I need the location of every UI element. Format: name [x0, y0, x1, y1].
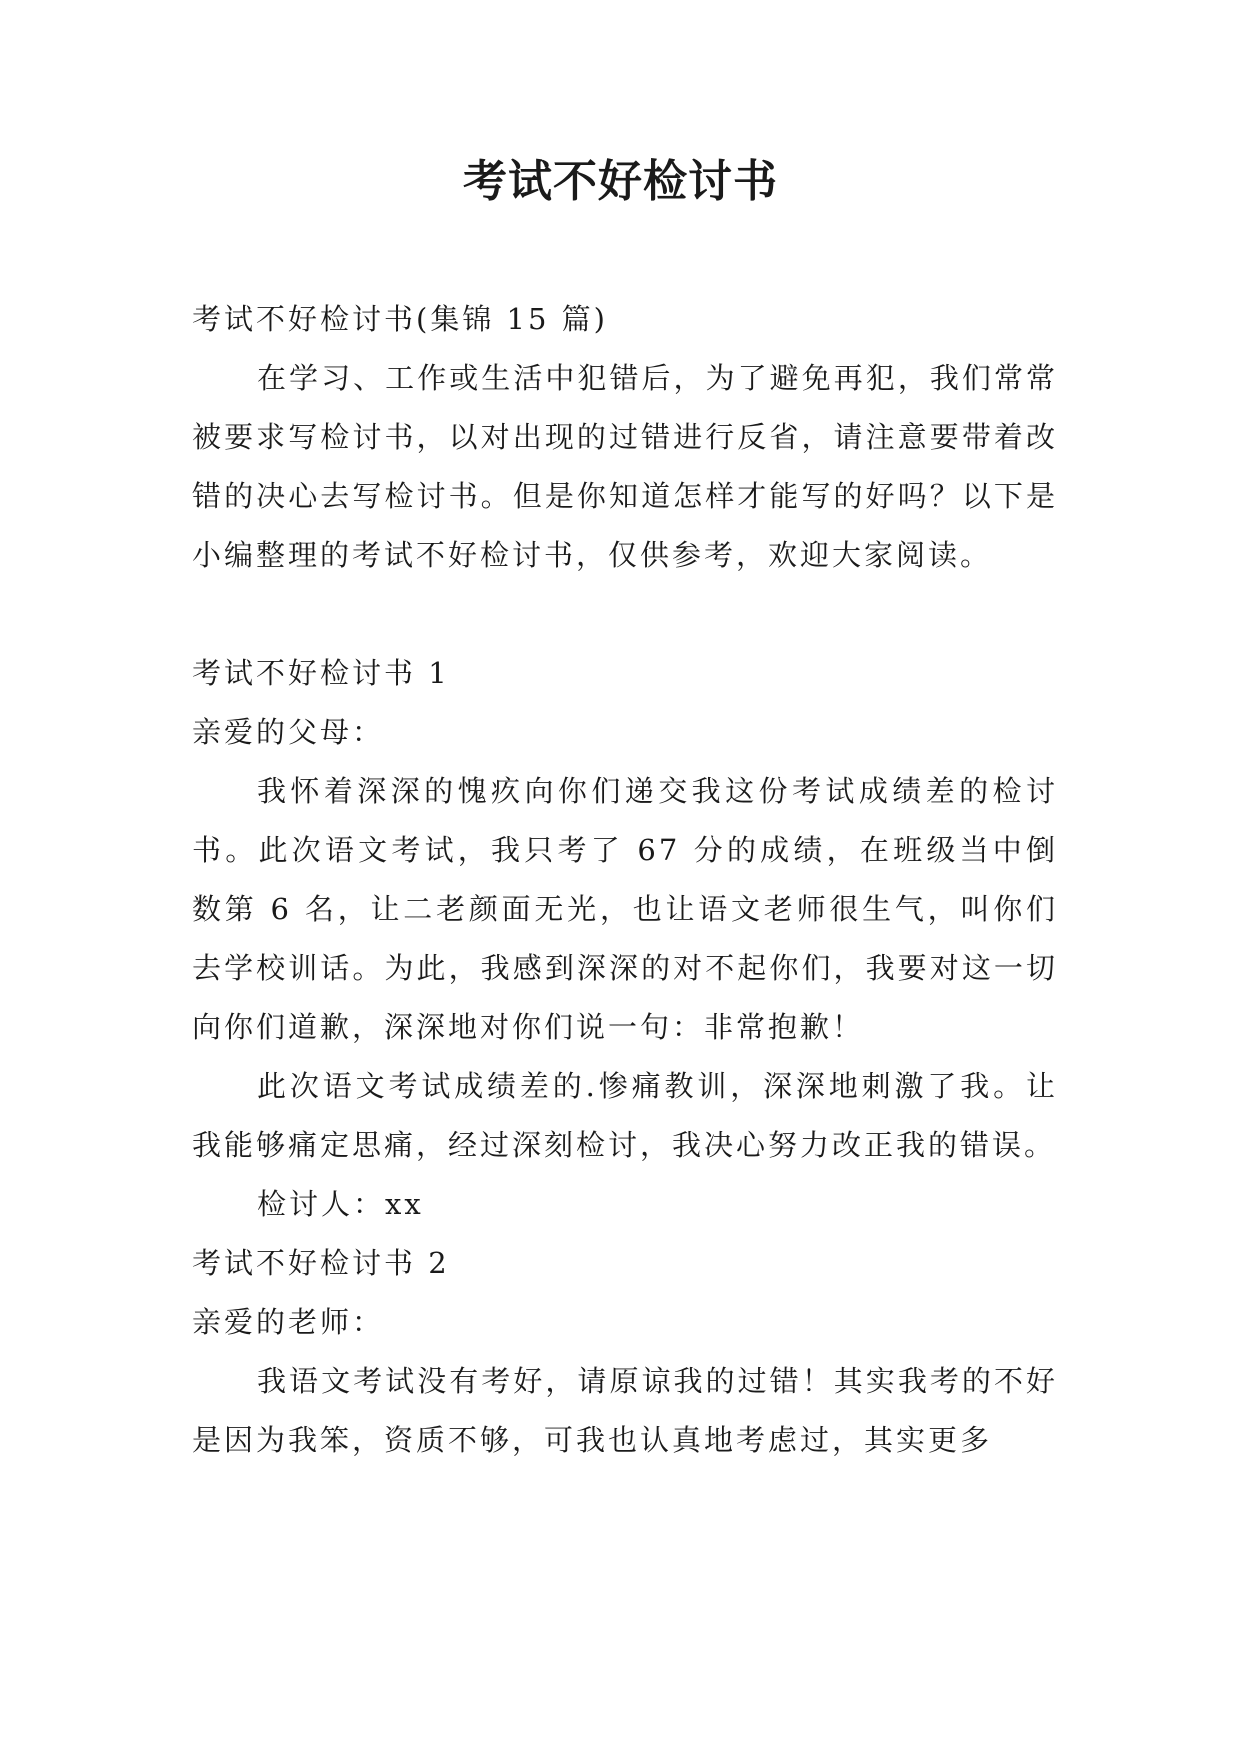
document-title: 考试不好检讨书 — [463, 156, 778, 207]
intro-paragraph: 在学习、工作或生活中犯错后，为了避免再犯，我们常常被要求写检讨书，以对出现的过错进行反省，请注意要带着改错的决心去写检讨书。但是你知道怎样才能写的好吗？以下是小编整理的考试不好检讨书，仅供参考，欢迎大家阅读。 — [192, 361, 1058, 572]
section-1-paragraph-1: 我怀着深深的愧疚向你们递交我这份考试成绩差的检讨书。此次语文考试，我只考了 67 分的成绩，在班级当中倒数第 6 名，让二老颜面无光，也让语文老师很生气，叫你们去学校训话。为此，我感到深深的对不起你们，我要对这一切向你们道歉，深深地对你们说一句：非常抱歉！ — [192, 774, 1058, 1044]
section-heading-1: 考试不好检讨书 1 — [192, 656, 450, 690]
salutation-1: 亲爱的父母： — [192, 715, 385, 749]
signer-line: 检讨人：xx — [257, 1187, 424, 1221]
section-heading-2: 考试不好检讨书 2 — [192, 1246, 450, 1280]
salutation-2: 亲爱的老师： — [192, 1305, 385, 1339]
document-subtitle: 考试不好检讨书(集锦 15 篇) — [192, 302, 608, 336]
section-2-paragraph-1: 我语文考试没有考好，请原谅我的过错！其实我考的不好是因为我笨，资质不够，可我也认真地考虑过，其实更多 — [192, 1364, 1058, 1457]
document-body — [192, 290, 1058, 1470]
spacer — [192, 585, 1058, 644]
section-1-paragraph-2: 此次语文考试成绩差的.惨痛教训，深深地刺激了我。让我能够痛定思痛，经过深刻检讨，我决心努力改正我的错误。 — [192, 1069, 1058, 1162]
